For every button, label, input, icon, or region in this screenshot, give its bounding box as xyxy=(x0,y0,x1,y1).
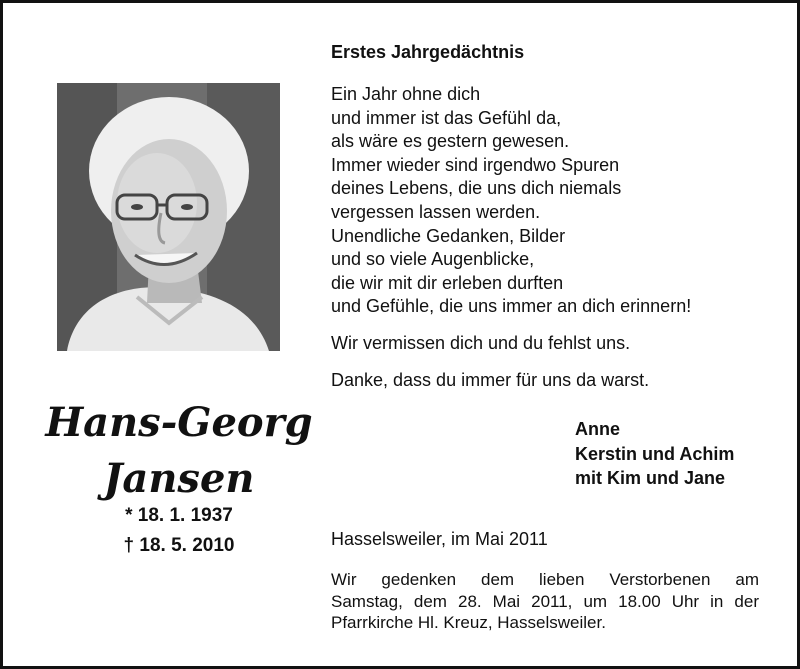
poem-line: und immer ist das Gefühl da, xyxy=(331,107,562,128)
poem-line: deines Lebens, die uns dich niemals xyxy=(331,178,622,199)
signer: mit Kim und Jane xyxy=(575,468,726,488)
poem-line: und Gefühle, die uns immer an dich erinnern! xyxy=(331,296,692,317)
miss-line: Wir vermissen dich und du fehlst uns. xyxy=(331,332,631,353)
memorial-service-notice xyxy=(331,569,759,634)
first-name: Hans-Georg xyxy=(45,399,313,446)
notice-line: Pfarrkirche Hl. Kreuz, Hasselsweiler. xyxy=(331,613,606,632)
life-dates xyxy=(63,501,295,561)
portrait-photo xyxy=(57,83,280,351)
deceased-name xyxy=(29,395,329,507)
poem-line: als wäre es gestern gewesen. xyxy=(331,131,570,152)
signers xyxy=(575,417,734,491)
portrait-photo-icon xyxy=(57,83,280,351)
last-name: Jansen xyxy=(103,455,255,502)
signer: Anne xyxy=(575,419,620,439)
heading: Erstes Jahrgedächtnis xyxy=(331,42,525,62)
poem-line: Ein Jahr ohne dich xyxy=(331,84,481,104)
poem xyxy=(331,83,761,319)
poem-line: und so viele Augenblicke, xyxy=(331,249,535,270)
birth-date: * 18. 1. 1937 xyxy=(125,505,233,526)
poem-line: Immer wieder sind irgendwo Spuren xyxy=(331,154,620,175)
signer: Kerstin und Achim xyxy=(575,443,735,464)
poem-line: die wir mit dir erleben durften xyxy=(331,272,564,293)
notice-line: Wir gedenken dem lieben Verstorbenen am xyxy=(331,570,759,589)
poem-line: vergessen lassen werden. xyxy=(331,201,541,222)
notice-line: Samstag, dem 28. Mai 2011, um 18.00 Uhr in der xyxy=(331,591,759,611)
thanks-line: Danke, dass du immer für uns da warst. xyxy=(331,369,650,390)
death-date: † 18. 5. 2010 xyxy=(123,535,235,556)
place-date: Hasselsweiler, im Mai 2011 xyxy=(331,529,548,549)
poem-line: Unendliche Gedanken, Bilder xyxy=(331,225,566,246)
memorial-text xyxy=(331,41,761,392)
